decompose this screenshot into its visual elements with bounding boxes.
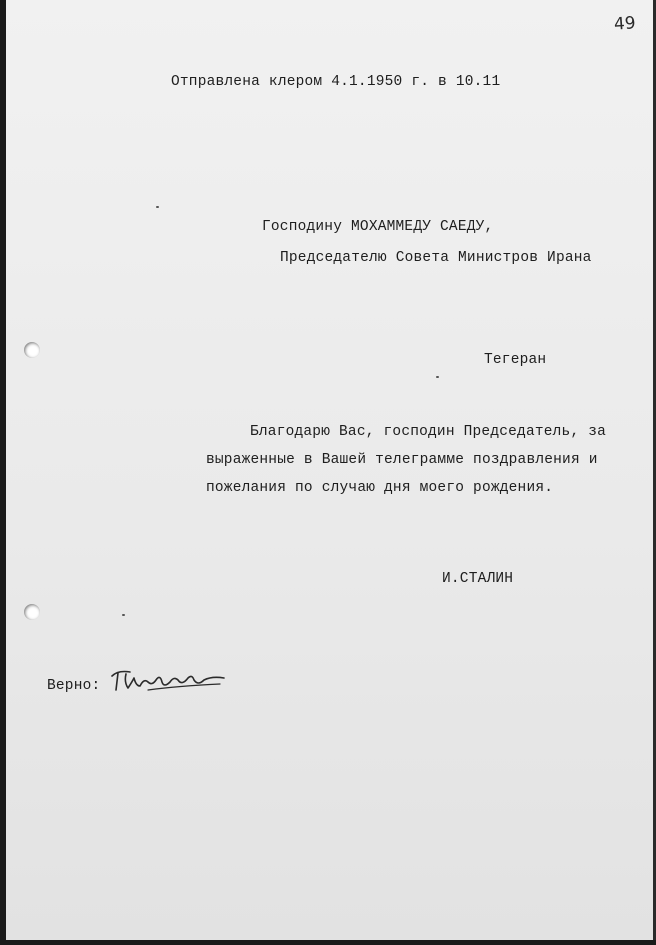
page-number: 49: [613, 13, 637, 35]
punch-hole-bottom: [24, 604, 40, 620]
certification-label: Верно:: [47, 678, 101, 694]
scan-edge-bottom: [0, 940, 656, 945]
punch-hole-top: [24, 342, 40, 358]
sent-line: Отправлена клером 4.1.1950 г. в 10.11: [171, 74, 501, 90]
body-line-2: выраженные в Вашей телеграмме поздравления и: [206, 452, 598, 468]
handwritten-signature: [108, 664, 228, 698]
scan-edge-left: [0, 0, 6, 945]
scan-speck: [122, 614, 125, 616]
body-line-3: пожелания по случаю дня моего рождения.: [206, 480, 554, 496]
recipient-title: Председателю Совета Министров Ирана: [280, 250, 592, 266]
recipient-city: Тегеран: [484, 352, 547, 368]
scan-speck: [156, 206, 159, 208]
recipient-name: Господину МОХАММЕДУ САЕДУ,: [262, 219, 494, 235]
body-line-1: Благодарю Вас, господин Председатель, за: [250, 424, 607, 440]
scan-speck: [436, 376, 439, 378]
signature-name: И.СТАЛИН: [442, 571, 514, 587]
